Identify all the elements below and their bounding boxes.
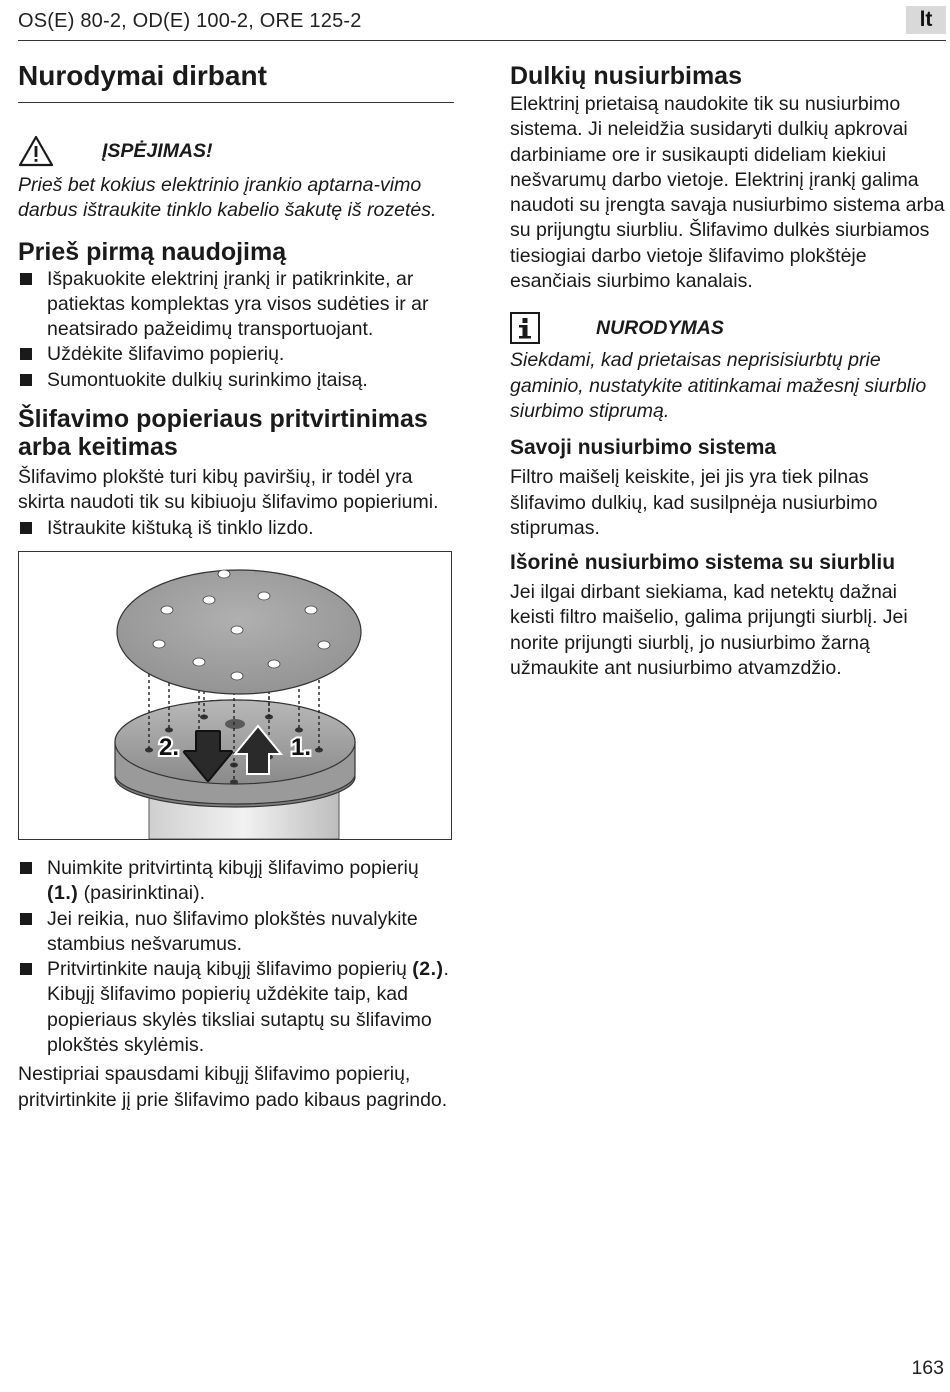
paper-intro: Šlifavimo plokštė turi kibų paviršių, ir todėl yra skirta naudoti tik su kibiuoju šlifavimo popieriumi.	[18, 466, 439, 514]
list-item: Išpakuokite elektrinį įrankį ir patikrinkite, ar patiektas komplektas yra visos sudėties ir ar neatsirado pažeidimų transportuojant.	[18, 267, 454, 343]
list-item: Jei reikia, nuo šlifavimo plokštės nuvalykite stambius nešvarumus.	[18, 907, 454, 958]
warning-triangle-icon	[18, 135, 54, 167]
before-first-use-list	[18, 267, 454, 393]
paper-list-pre	[18, 516, 454, 541]
before-first-use-title: Prieš pirmą naudojimą	[18, 237, 287, 266]
right-column	[510, 62, 946, 681]
page-number: 163	[911, 1357, 944, 1379]
list-item: Ištraukite kištuką iš tinklo lizdo.	[18, 516, 454, 541]
external-extraction-text: Jei ilgai dirbant siekiama, kad netektų dažnai keisti filtro maišelio, galima prijungti siurblį. Jei norite prijungti siurblį, jo nusiurbimo žarną užmaukite ant nusiurbimo atvamzdžio.	[510, 581, 908, 680]
note-header	[510, 310, 946, 346]
paper-title: Šlifavimo popieriaus pritvirtinimas arba keitimas	[18, 405, 428, 462]
info-icon	[510, 312, 540, 344]
language-badge: lt	[906, 6, 946, 34]
header-divider	[18, 40, 946, 41]
warning-text: Prieš bet kokius elektrinio įrankio aptarna-vimo darbus ištraukite tinklo kabelio šakutę iš rozetės.	[18, 174, 437, 222]
note-text: Siekdami, kad prietaisas neprisisiurbtų prie gaminio, nustatykite atitinkamai mažesnį siurblio siurbimo stiprumą.	[510, 349, 927, 422]
external-extraction-title: Išorinė nusiurbimo sistema su siurbliu	[510, 551, 896, 575]
step-2-label: 2.	[159, 733, 180, 761]
dust-extraction-text: Elektrinį prietaisą naudokite tik su nusiurbimo sistema. Ji neleidžia susidaryti dulkių apkrovai darbiniame ore ir susikaupti dideliam kiekiui nešvarumų darbo vietoje. Elektrinį įrankį galima naudoti su įrengta savąja nusiurbimo sistema arba su prijungtu siurbliu. Šlifavimo dulkės siurbiamos tiesiogiai darbo vietoje šlifavimo plokštėje esančiais siurbimo kanalais.	[510, 93, 945, 293]
own-extraction-title: Savoji nusiurbimo sistema	[510, 436, 777, 460]
paper-closing: Nestipriai spausdami kibųjį šlifavimo popierių, pritvirtinkite jį prie šlifavimo pado kibaus pagrindo.	[18, 1063, 448, 1111]
paper-list-post	[18, 856, 454, 1058]
step-1-label: 1.	[291, 733, 312, 761]
section-title: Nurodymai dirbant	[18, 58, 454, 103]
left-column	[18, 58, 454, 1113]
list-item: Sumontuokite dulkių surinkimo įtaisą.	[18, 368, 454, 393]
warning-label: ĮSPĖJIMAS!	[102, 139, 213, 162]
list-item: Pritvirtinkite naują kibųjį šlifavimo popierių (2.). Kibųjį šlifavimo popierių uždėkite taip, kad popieriaus skylės tiksliai sutaptų su šlifavimo plokštės skylėmis.	[18, 957, 454, 1058]
note-label: NURODYMAS	[596, 316, 724, 339]
list-item: Uždėkite šlifavimo popierių.	[18, 342, 454, 367]
dust-extraction-title: Dulkių nusiurbimas	[510, 62, 742, 90]
list-item: Nuimkite pritvirtintą kibųjį šlifavimo popierių (1.) (pasirinktinai).	[18, 856, 454, 907]
warning-header	[18, 133, 454, 169]
sanding-pad-figure	[18, 551, 452, 840]
own-extraction-text: Filtro maišelį keiskite, jei jis yra tiek pilnas šlifavimo dulkių, kad susilpnėja nusiurbimo stiprumas.	[510, 466, 878, 539]
document-model-title: OS(E) 80-2, OD(E) 100-2, ORE 125-2	[18, 10, 362, 32]
